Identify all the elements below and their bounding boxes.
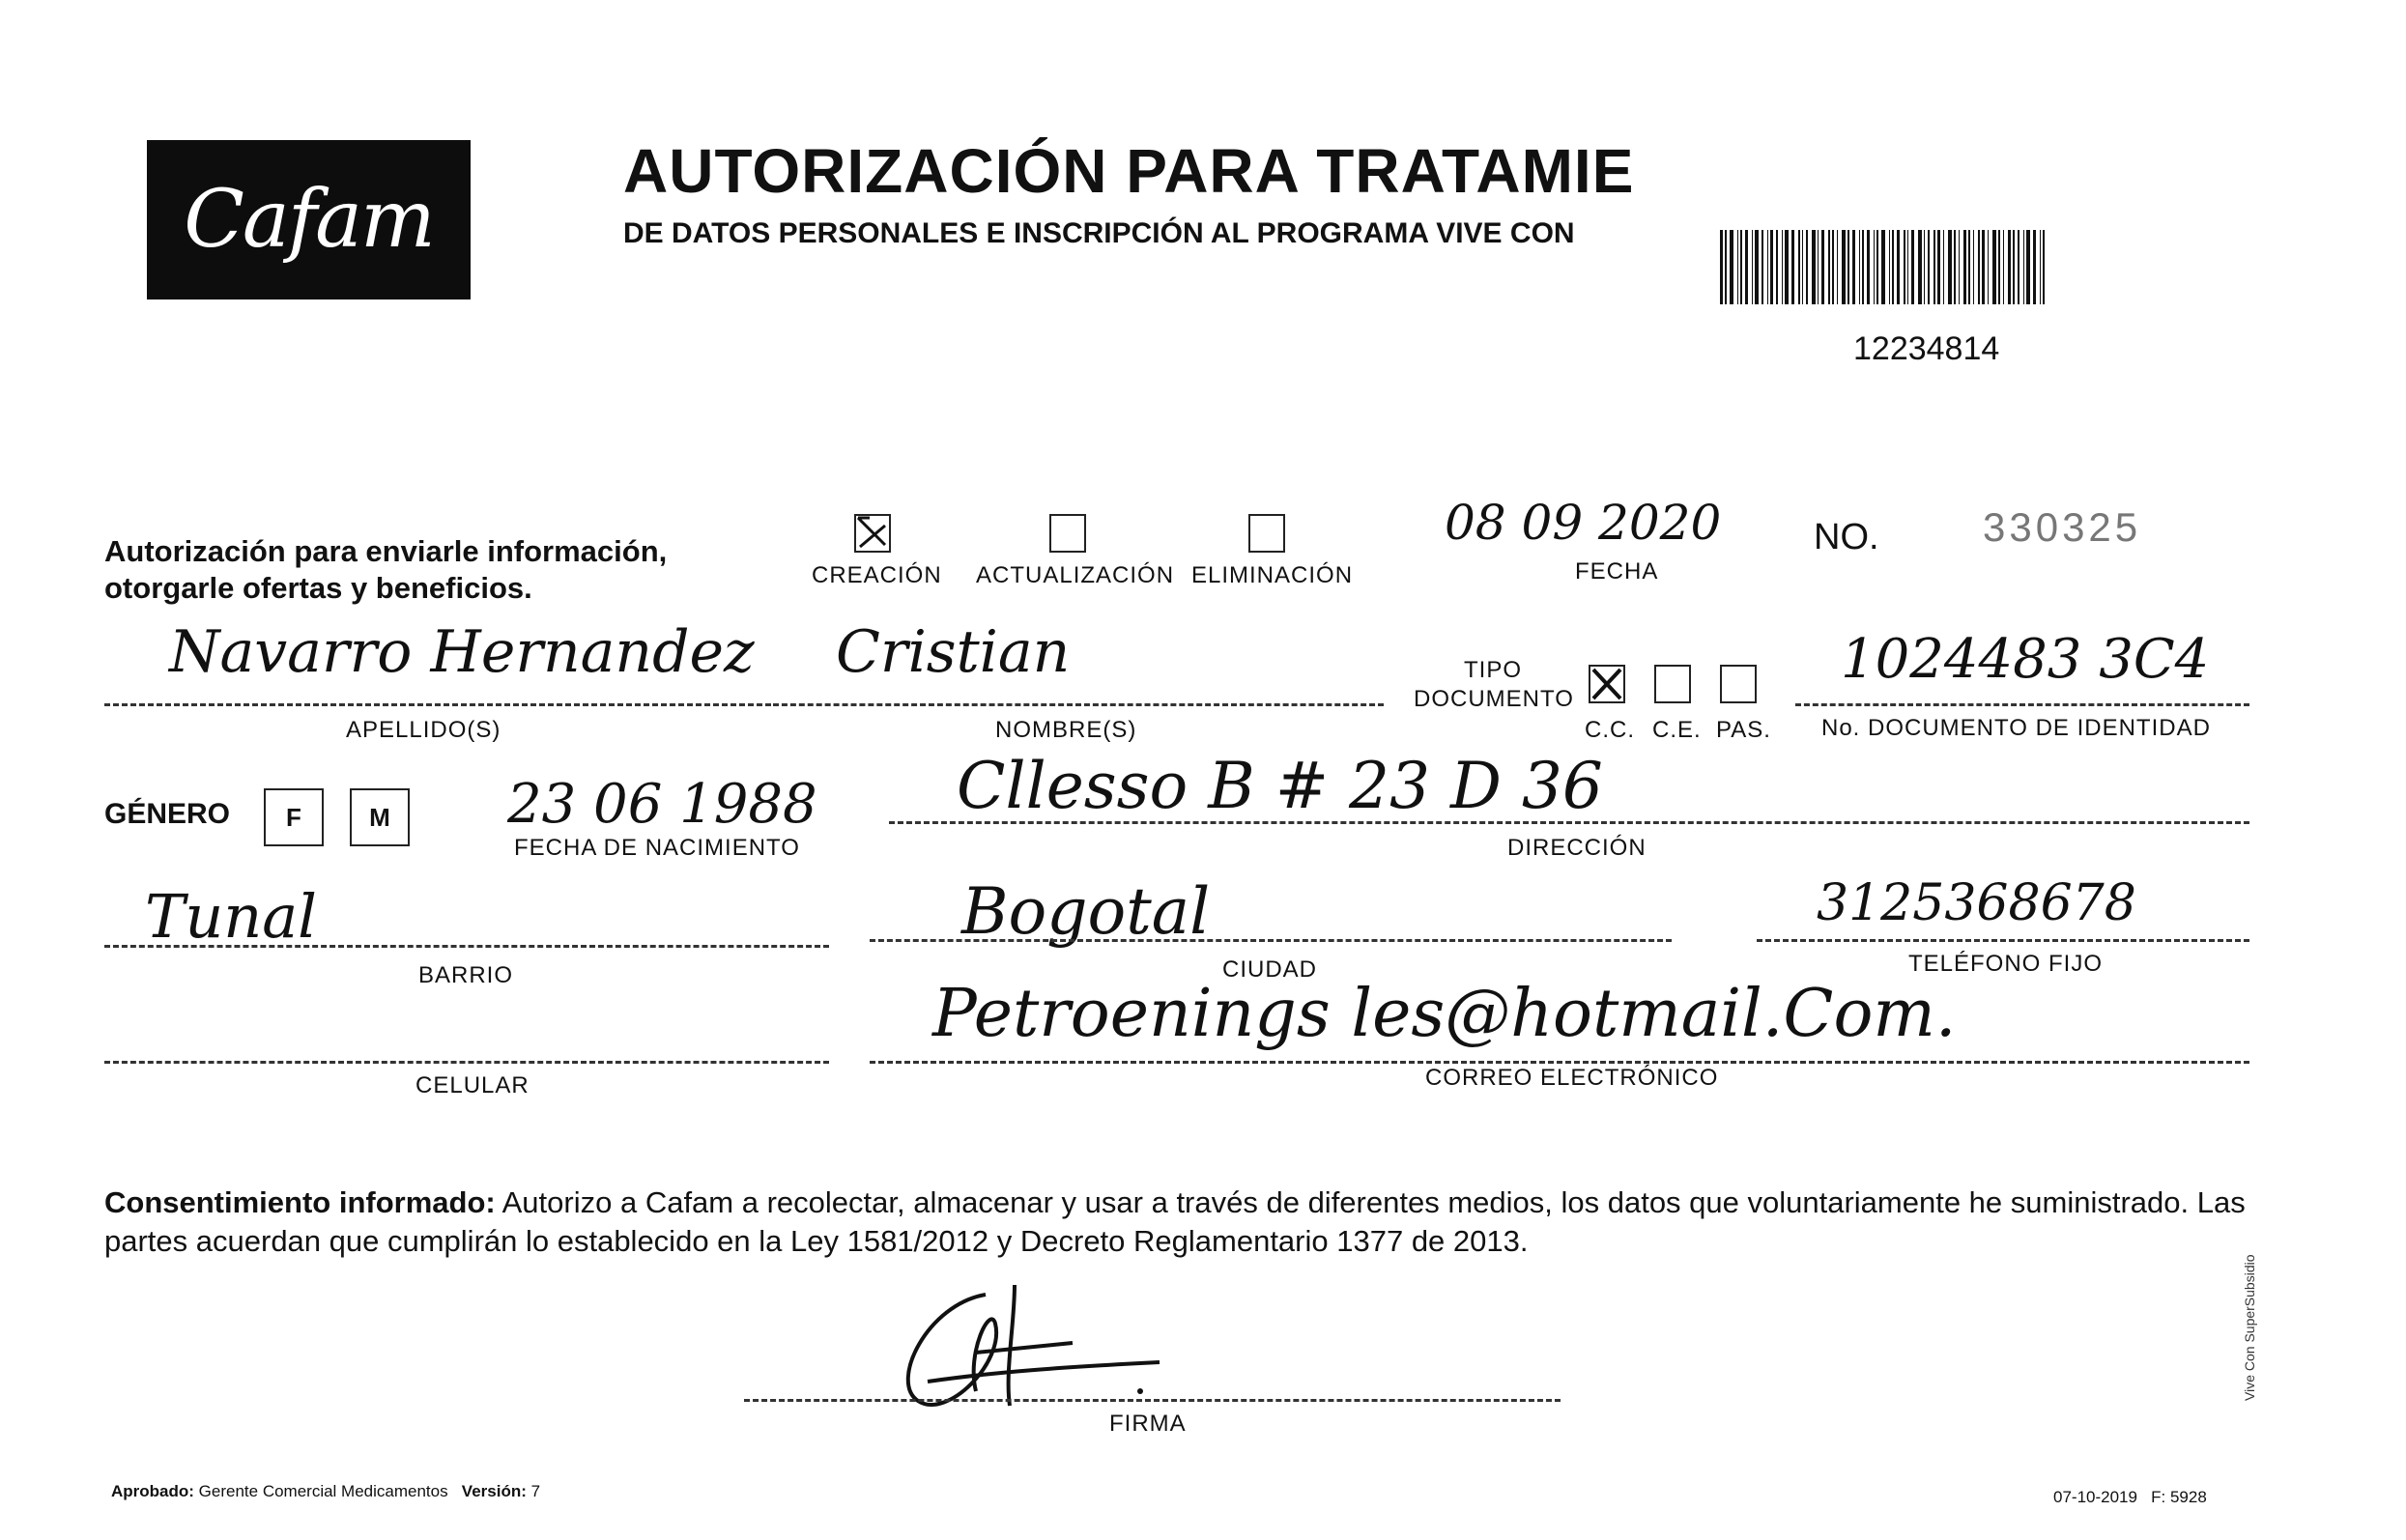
barcode-bar bbox=[1812, 230, 1816, 304]
barcode-bar bbox=[1937, 230, 1940, 304]
footer-left bbox=[111, 1482, 540, 1501]
page-title: AUTORIZACIÓN PARA TRATAMIE bbox=[623, 136, 1635, 206]
tipo-label: TIPO bbox=[1464, 657, 1523, 683]
telefono-label: TELÉFONO FIJO bbox=[1908, 951, 2104, 977]
nombres-line bbox=[773, 703, 1384, 706]
barcode-bar bbox=[1852, 230, 1855, 304]
barcode-bar bbox=[1904, 230, 1905, 304]
barcode-bar bbox=[1943, 230, 1944, 304]
barcode-bar bbox=[2008, 230, 2011, 304]
footer-right bbox=[2053, 1488, 2207, 1507]
barcode-bar bbox=[1802, 230, 1803, 304]
barcode-bar bbox=[1782, 230, 1783, 304]
barcode-bar bbox=[1821, 230, 1824, 304]
correo-line bbox=[870, 1061, 2249, 1064]
cc-label: C.C. bbox=[1585, 717, 1635, 743]
telefono-value[interactable]: 3125368678 bbox=[1817, 874, 2136, 932]
celular-label: CELULAR bbox=[415, 1072, 530, 1098]
barcode-bar bbox=[1720, 230, 1723, 304]
barcode-bar bbox=[2013, 230, 2015, 304]
barcode-bar bbox=[1755, 230, 1759, 304]
barcode-bar bbox=[1745, 230, 1748, 304]
direccion-label: DIRECCIÓN bbox=[1507, 835, 1647, 861]
date-code: 07-10-2019 bbox=[2053, 1488, 2137, 1506]
version-label: Versión: bbox=[461, 1482, 527, 1500]
barcode-bar bbox=[1837, 230, 1838, 304]
authorization-prompt-line1: Autorización para enviarle información, bbox=[104, 534, 668, 568]
barcode-bar bbox=[1948, 230, 1952, 304]
authorization-prompt-line2: otorgarle ofertas y beneficios. bbox=[104, 571, 532, 605]
correo-label: CORREO ELECTRÓNICO bbox=[1425, 1065, 1719, 1091]
barcode-bar bbox=[1928, 230, 1930, 304]
apellidos-value[interactable]: Navarro Hernandez bbox=[169, 618, 755, 686]
barcode-bar bbox=[1897, 230, 1900, 304]
barcode-bar bbox=[1954, 230, 1956, 304]
barcode-bar bbox=[1881, 230, 1885, 304]
aprobado-label: Aprobado: bbox=[111, 1482, 194, 1500]
barcode-bar bbox=[1892, 230, 1894, 304]
barcode-bar bbox=[1933, 230, 1935, 304]
barcode-bar bbox=[1762, 230, 1763, 304]
ce-label: C.E. bbox=[1652, 717, 1702, 743]
barcode-bar bbox=[1730, 230, 1733, 304]
check-mark-icon bbox=[856, 516, 889, 551]
side-text: Vive Con SuperSubsidio bbox=[2242, 1254, 2257, 1401]
barcode-bar bbox=[1776, 230, 1778, 304]
barcode-bar bbox=[1992, 230, 1996, 304]
barcode-bar bbox=[1911, 230, 1914, 304]
consent-text: Autorizo a Cafam a recolectar, almacenar y usar a través de diferentes medios, los datos que voluntariamente he suministrado. Las partes acuerdan que cumplirán lo establecido en la Ley 1581/2012 y Decreto Reglamentario 1377 de 2013. bbox=[104, 1185, 2246, 1258]
check-mark-icon bbox=[1590, 667, 1623, 701]
barcode-bar bbox=[1918, 230, 1922, 304]
barcode-number: 12234814 bbox=[1853, 330, 2000, 367]
ciudad-label: CIUDAD bbox=[1222, 956, 1318, 983]
barcode-bar bbox=[1842, 230, 1846, 304]
doc-number-line bbox=[1795, 703, 2249, 706]
signature-drawing bbox=[870, 1266, 1198, 1420]
barcode-bar bbox=[2033, 230, 2036, 304]
birth-value[interactable]: 23 06 1988 bbox=[507, 773, 817, 836]
documento-label: DOCUMENTO bbox=[1414, 686, 1574, 712]
barrio-label: BARRIO bbox=[418, 962, 514, 988]
barcode-bar bbox=[1798, 230, 1800, 304]
barcode-bar bbox=[1889, 230, 1890, 304]
barcode bbox=[1720, 230, 2111, 304]
apellidos-line bbox=[104, 703, 771, 706]
cafam-logo bbox=[147, 140, 471, 299]
barcode-bar bbox=[1982, 230, 1985, 304]
doc-number-label: No. DOCUMENTO DE IDENTIDAD bbox=[1821, 715, 2211, 741]
pas-checkbox[interactable] bbox=[1720, 665, 1757, 703]
ciudad-value[interactable]: Bogotal bbox=[961, 874, 1211, 949]
consent-paragraph bbox=[104, 1184, 2249, 1261]
barcode-bar bbox=[1752, 230, 1753, 304]
birth-label: FECHA DE NACIMIENTO bbox=[514, 835, 800, 861]
consent-heading: Consentimiento informado: bbox=[104, 1185, 496, 1219]
barcode-bar bbox=[2043, 230, 2045, 304]
barcode-bar bbox=[1973, 230, 1974, 304]
direccion-value[interactable]: Cllesso B # 23 D 36 bbox=[957, 749, 1603, 823]
barcode-bar bbox=[1867, 230, 1870, 304]
barcode-bar bbox=[1770, 230, 1773, 304]
actualizacion-checkbox[interactable] bbox=[1049, 514, 1086, 553]
barcode-bar bbox=[1859, 230, 1860, 304]
barcode-bar bbox=[1725, 230, 1727, 304]
barcode-bar bbox=[1959, 230, 1960, 304]
barcode-bar bbox=[1998, 230, 2000, 304]
ciudad-line bbox=[870, 939, 1672, 942]
genero-m-box[interactable]: M bbox=[350, 788, 410, 846]
correo-value[interactable]: Petroenings les@hotmail.Com. bbox=[932, 976, 1957, 1052]
firma-label: FIRMA bbox=[1109, 1411, 1187, 1437]
barcode-bar bbox=[1874, 230, 1875, 304]
form-code: F: 5928 bbox=[2151, 1488, 2207, 1506]
no-label: NO. bbox=[1814, 517, 1879, 557]
barcode-bar bbox=[1907, 230, 1908, 304]
barcode-bar bbox=[1737, 230, 1738, 304]
barcode-bar bbox=[1876, 230, 1878, 304]
nombres-label: NOMBRE(S) bbox=[995, 717, 1137, 743]
apellidos-label: APELLIDO(S) bbox=[346, 717, 501, 743]
ce-checkbox[interactable] bbox=[1654, 665, 1691, 703]
nombres-value[interactable]: Cristian bbox=[836, 618, 1071, 686]
logo-text: Cafam bbox=[184, 174, 434, 266]
creacion-label: CREACIÓN bbox=[812, 562, 942, 588]
page-subtitle: DE DATOS PERSONALES E INSCRIPCIÓN AL PROGRAMA VIVE CON bbox=[623, 217, 1575, 249]
barcode-bar bbox=[1847, 230, 1849, 304]
barcode-bar bbox=[2018, 230, 2019, 304]
barcode-bar bbox=[1818, 230, 1819, 304]
barcode-bar bbox=[1968, 230, 1970, 304]
aprobado-value: Gerente Comercial Medicamentos bbox=[198, 1482, 448, 1500]
barcode-bar bbox=[2003, 230, 2004, 304]
barcode-bar bbox=[1978, 230, 1980, 304]
eliminacion-label: ELIMINACIÓN bbox=[1191, 562, 1354, 588]
barrio-value[interactable]: Tunal bbox=[145, 881, 318, 952]
fecha-label: FECHA bbox=[1575, 558, 1659, 585]
firma-line bbox=[744, 1399, 1561, 1402]
barcode-bar bbox=[1924, 230, 1925, 304]
barcode-bar bbox=[1806, 230, 1808, 304]
celular-line bbox=[104, 1061, 829, 1064]
barcode-bar bbox=[1963, 230, 1966, 304]
barcode-bar bbox=[1740, 230, 1742, 304]
direccion-line bbox=[889, 821, 2249, 824]
version-value: 7 bbox=[530, 1482, 541, 1500]
barrio-line bbox=[104, 945, 829, 948]
pas-label: PAS. bbox=[1716, 717, 1771, 743]
barcode-bar bbox=[2040, 230, 2041, 304]
barcode-bar bbox=[1988, 230, 1989, 304]
telefono-line bbox=[1757, 939, 2249, 942]
authorization-prompt bbox=[104, 533, 667, 607]
fecha-value[interactable]: 08 09 2020 bbox=[1445, 495, 1722, 551]
no-value: 330325 bbox=[1983, 504, 2142, 550]
barcode-bar bbox=[1832, 230, 1834, 304]
creacion-checkbox[interactable] bbox=[854, 514, 891, 553]
actualizacion-label: ACTUALIZACIÓN bbox=[976, 562, 1175, 588]
barcode-bar bbox=[2023, 230, 2024, 304]
barcode-bar bbox=[1791, 230, 1794, 304]
barcode-bar bbox=[1785, 230, 1789, 304]
eliminacion-checkbox[interactable] bbox=[1248, 514, 1285, 553]
barcode-bar bbox=[1767, 230, 1768, 304]
doc-number-value[interactable]: 1024483 3C4 bbox=[1841, 628, 2210, 691]
genero-label: GÉNERO bbox=[104, 798, 231, 830]
barcode-bar bbox=[1862, 230, 1864, 304]
barcode-bar bbox=[1828, 230, 1830, 304]
cc-checkbox[interactable] bbox=[1589, 665, 1625, 703]
barcode-bar bbox=[2026, 230, 2030, 304]
genero-f-box[interactable]: F bbox=[264, 788, 324, 846]
